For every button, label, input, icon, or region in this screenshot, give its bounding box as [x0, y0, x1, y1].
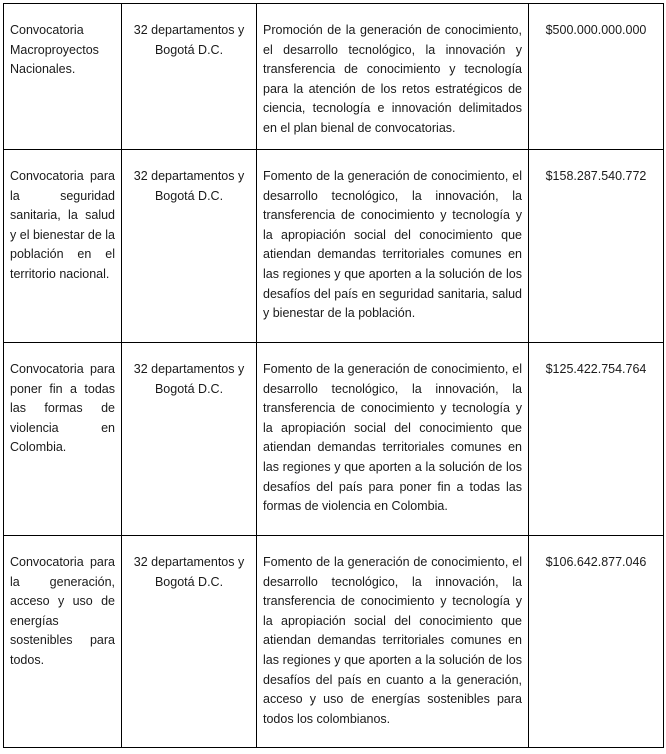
amount-value: $158.287.540.772	[545, 169, 647, 183]
description-text: Fomento de la generación de conocimiento, el desarrollo tecnológico, la innovación, la transferencia de conocimiento y tecnología y la apropiación social del conocimiento que atiendan demandas territoriales comunes en las regiones y que aporten a la solución de los desafíos del país para poner fin a todas las formas de violencia en Colombia.	[263, 362, 522, 514]
scope-text: 32 departamentos y Bogotá D.C.	[133, 555, 245, 589]
amount-value: $125.422.754.764	[545, 362, 647, 376]
convocatoria-name: Convocatoria para la generación, acceso y uso de energías sostenibles para todos.	[10, 555, 115, 667]
amount-cell	[529, 536, 664, 748]
amount-value: $106.642.877.046	[545, 555, 647, 569]
table-row	[4, 536, 664, 748]
convocatoria-name-cell	[4, 343, 122, 536]
amount-cell	[529, 150, 664, 343]
description-cell	[257, 150, 529, 343]
table-row	[4, 343, 664, 536]
description-text: Fomento de la generación de conocimiento, el desarrollo tecnológico, la innovación, la transferencia de conocimiento y tecnología y la apropiación social del conocimiento que atiendan demandas territoriales comunes en las regiones y que aporten a la solución de los desafíos del país en seguridad sanitaria, salud y bienestar de la población.	[263, 169, 522, 321]
amount-cell	[529, 4, 664, 150]
scope-cell	[122, 150, 257, 343]
description-cell	[257, 4, 529, 150]
scope-cell	[122, 536, 257, 748]
convocatoria-name-cell	[4, 4, 122, 150]
amount-cell	[529, 343, 664, 536]
convocatoria-name: Convocatoria Macroproyectos Nacionales.	[10, 23, 99, 77]
scope-cell	[122, 343, 257, 536]
description-text: Fomento de la generación de conocimiento, el desarrollo tecnológico, la innovación, la transferencia de conocimiento y tecnología y la apropiación social del conocimiento que atiendan demandas territoriales comunes en las regiones y que aporten a la solución de los desafíos del país en cuanto a la generación, acceso y uso de energías sostenibles para todos los colombianos.	[263, 555, 522, 726]
scope-cell	[122, 4, 257, 150]
table-row	[4, 150, 664, 343]
convocatoria-name: Convocatoria para la seguridad sanitaria, la salud y el bienestar de la población en el territorio nacional.	[10, 169, 115, 281]
description-cell	[257, 536, 529, 748]
convocatoria-name-cell	[4, 150, 122, 343]
convocatorias-table	[3, 3, 664, 748]
convocatoria-name-cell	[4, 536, 122, 748]
scope-text: 32 departamentos y Bogotá D.C.	[133, 362, 245, 396]
scope-text: 32 departamentos y Bogotá D.C.	[133, 23, 245, 57]
amount-value: $500.000.000.000	[545, 23, 647, 37]
description-text: Promoción de la generación de conocimiento, el desarrollo tecnológico, la innovación y transferencia de conocimiento y tecnología para la atención de los retos estratégicos de ciencia, tecnología e innovación delimitados en el plan bienal de convocatorias.	[263, 23, 522, 135]
convocatoria-name: Convocatoria para poner fin a todas las formas de violencia en Colombia.	[10, 362, 115, 455]
table-row	[4, 4, 664, 150]
scope-text: 32 departamentos y Bogotá D.C.	[133, 169, 245, 203]
description-cell	[257, 343, 529, 536]
